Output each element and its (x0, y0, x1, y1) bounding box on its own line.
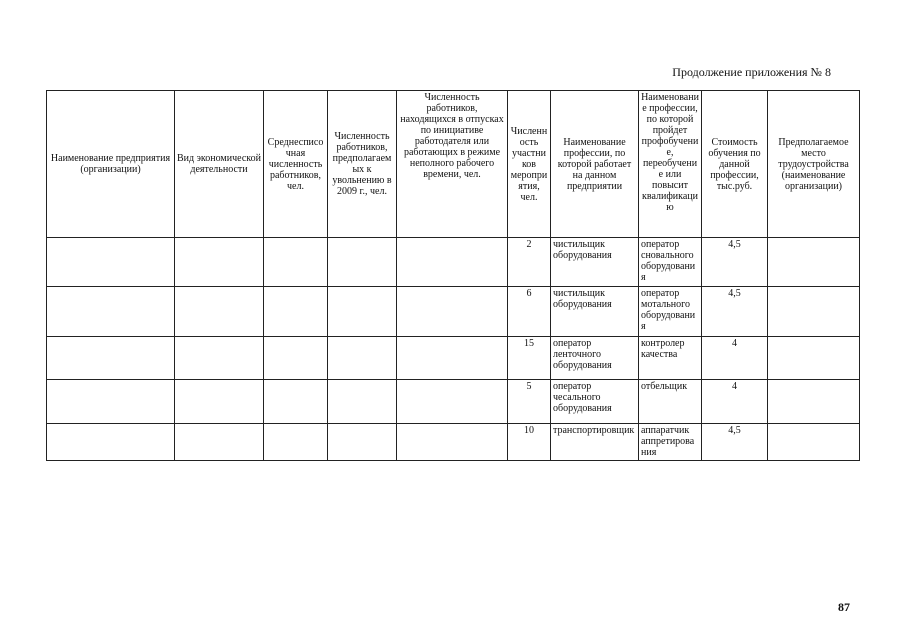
dismissals-cell (328, 424, 397, 461)
header-current-profession: Наименование профессии, по которой работает на данном предприятии (551, 91, 639, 238)
header-planned-dismissals: Численность работников, предполагаемых к увольнению в 2009 г., чел. (328, 91, 397, 238)
part-time-cell (397, 287, 508, 337)
dismissals-cell (328, 337, 397, 380)
enterprise-cell (47, 287, 175, 337)
header-training-cost: Стоимость обучения по данной профессии, тыс.руб. (702, 91, 768, 238)
part-time-cell (397, 337, 508, 380)
current-profession-cell: чистильщик оборудования (551, 238, 639, 287)
cost-cell: 4,5 (702, 238, 768, 287)
header-participants: Численность участников мероприятия, чел. (508, 91, 551, 238)
participants-cell: 6 (508, 287, 551, 337)
headcount-cell (264, 238, 328, 287)
training-profession-cell: оператор мотального оборудования (639, 287, 702, 337)
table-row (47, 238, 860, 287)
participants-cell: 2 (508, 238, 551, 287)
future-employer-cell (768, 238, 860, 287)
table-row (47, 287, 860, 337)
current-profession-cell: оператор чесального оборудования (551, 380, 639, 424)
future-employer-cell (768, 337, 860, 380)
current-profession-cell: оператор ленточного оборудования (551, 337, 639, 380)
training-profession-cell: оператор сновального оборудования (639, 238, 702, 287)
training-profession-cell: отбельщик (639, 380, 702, 424)
activity-cell (175, 287, 264, 337)
activity-cell (175, 337, 264, 380)
participants-cell: 15 (508, 337, 551, 380)
participants-cell: 10 (508, 424, 551, 461)
header-training-profession: Наименование профессии, по которой пройдет профобучение, переобучение или повысит квалификацию (639, 91, 702, 238)
training-profession-cell: контролер качества (639, 337, 702, 380)
header-enterprise-name: Наименование предприятия (организации) (47, 91, 175, 238)
part-time-cell (397, 238, 508, 287)
current-profession-cell: транспортировщик (551, 424, 639, 461)
table-row (47, 424, 860, 461)
activity-cell (175, 238, 264, 287)
headcount-cell (264, 380, 328, 424)
part-time-cell (397, 380, 508, 424)
cost-cell: 4 (702, 337, 768, 380)
header-economic-activity: Вид экономической деятельности (175, 91, 264, 238)
part-time-cell (397, 424, 508, 461)
enterprise-cell (47, 337, 175, 380)
enterprise-cell (47, 424, 175, 461)
future-employer-cell (768, 380, 860, 424)
headcount-cell (264, 287, 328, 337)
header-average-headcount: Среднесписочная численность работников, чел. (264, 91, 328, 238)
header-part-time-workers: Численность работников, находящихся в отпусках по инициативе работодателя или работающих в режиме неполного рабочего времени, чел. (397, 91, 508, 238)
dismissals-cell (328, 238, 397, 287)
appendix-caption: Продолжение приложения № 8 (672, 65, 831, 79)
dismissals-cell (328, 380, 397, 424)
header-future-employer: Предполагаемое место трудоустройства (наименование организации) (768, 91, 860, 238)
enterprise-cell (47, 380, 175, 424)
current-profession-cell: чистильщик оборудования (551, 287, 639, 337)
future-employer-cell (768, 424, 860, 461)
cost-cell: 4 (702, 380, 768, 424)
page-number: 87 (838, 600, 850, 614)
activity-cell (175, 424, 264, 461)
activity-cell (175, 380, 264, 424)
table-header-row (47, 91, 860, 238)
cost-cell: 4,5 (702, 424, 768, 461)
table-row (47, 380, 860, 424)
headcount-cell (264, 424, 328, 461)
enterprise-cell (47, 238, 175, 287)
headcount-cell (264, 337, 328, 380)
table-row (47, 337, 860, 380)
participants-cell: 5 (508, 380, 551, 424)
training-profession-cell: аппаратчик аппретирования (639, 424, 702, 461)
future-employer-cell (768, 287, 860, 337)
dismissals-cell (328, 287, 397, 337)
cost-cell: 4,5 (702, 287, 768, 337)
training-table (46, 90, 860, 461)
